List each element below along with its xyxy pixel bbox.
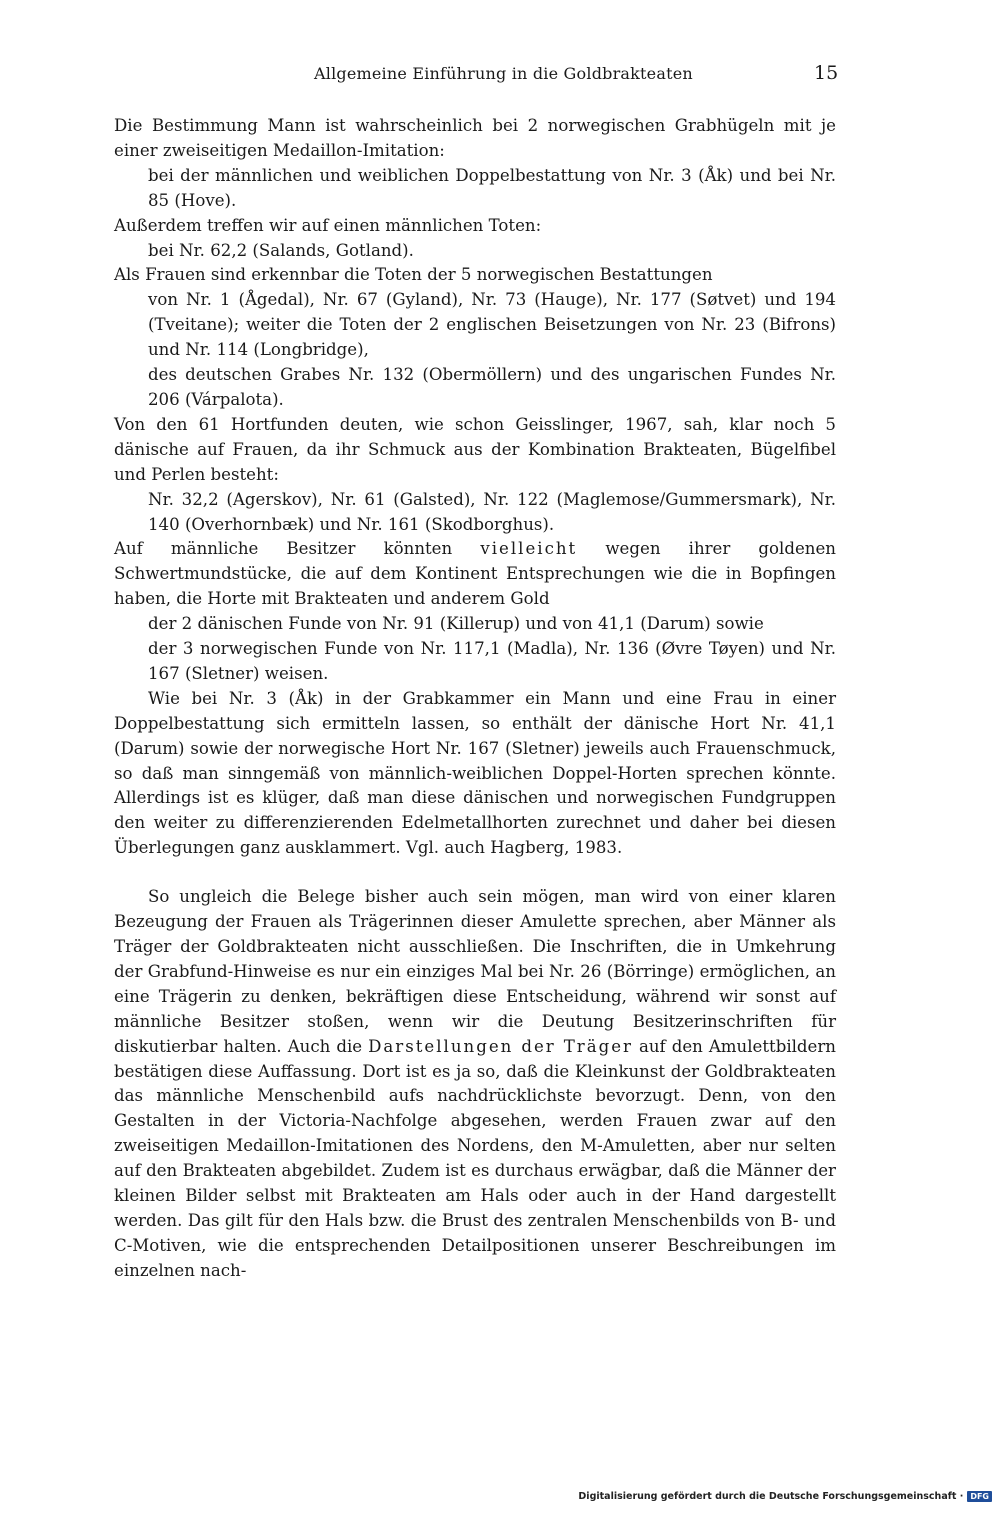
paragraph bbox=[114, 885, 836, 1284]
paragraph: Als Frauen sind erkennbar die Toten der 5 norwegischen Bestattungen bbox=[114, 265, 713, 285]
paragraph: Die Bestimmung Mann ist wahrscheinlich bei 2 norwegischen Grabhügeln mit je einer zweiseitigen Medaillon-Imitation: bbox=[114, 116, 836, 160]
paragraph: Wie bei Nr. 3 (Åk) in der Grabkammer ein Mann und eine Frau in einer Doppelbestattung sich ermitteln lassen, so enthält der dänische Hort Nr. 41,1 (Darum) sowie der norwegische Hort Nr. 167 (Sletner) jeweils auch Frauenschmuck, so daß man sinngemäß von männlich-weiblichen Doppel-Horten sprechen könnte. Allerdings ist es klüger, daß man diese dänischen und norwegischen Fundgruppen den weiter zu differenzierenden Edelmetallhorten zurechnet und daher bei diesen Überlegungen ganz ausklammert. Vgl. auch Hagberg, 1983. bbox=[114, 688, 836, 858]
digitization-footer bbox=[578, 1491, 992, 1502]
paragraph: Von den 61 Hortfunden deuten, wie schon Geisslinger, 1967, sah, klar noch 5 dänische auf Frauen, da ihr Schmuck aus der Kombination Brakteaten, Bügelfibel und Perlen besteht: bbox=[114, 414, 836, 484]
body-text bbox=[114, 114, 836, 1284]
text-run: Auf männliche Besitzer könnten bbox=[114, 539, 481, 559]
paragraph: der 2 dänischen Funde von Nr. 91 (Killerup) und von 41,1 (Darum) sowie bbox=[148, 614, 764, 634]
text-run: wegen ihrer goldenen Schwertmundstücke, die auf dem Kontinent Entsprechungen wie die in Bopfingen haben, die Horte mit Brakteaten und anderem Gold bbox=[114, 539, 836, 609]
spaced-emphasis: vielleicht bbox=[480, 539, 578, 559]
paragraph: des deutschen Grabes Nr. 132 (Obermöllern) und des ungarischen Fundes Nr. 206 (Várpalota). bbox=[148, 365, 836, 409]
footer-text: Digitalisierung gefördert durch die Deutsche Forschungsgemeinschaft · bbox=[578, 1491, 964, 1502]
page-number: 15 bbox=[814, 62, 839, 84]
spaced-emphasis: Darstellungen der Träger bbox=[368, 1036, 633, 1056]
paragraph bbox=[114, 537, 836, 612]
dfg-logo: DFG bbox=[967, 1491, 992, 1502]
running-title: Allgemeine Einführung in die Goldbrakteaten bbox=[314, 64, 693, 83]
paragraph: bei Nr. 62,2 (Salands, Gotland). bbox=[148, 240, 414, 260]
text-run: auf den Amulettbildern bestätigen diese Auffassung. Dort ist es ja so, daß die Kleinkunst der Goldbrakteaten das männliche Menschenbild aufs nachdrücklichste bevorzugt. Denn, von den Gestalten in der Victoria-Nachfolge abgesehen, werden Frauen zwar auf den zweiseitigen Medaillon-Imitationen des Nordens, den M-Amuletten, aber nur selten auf den Brakteaten abgebildet. Zudem ist es durchaus erwägbar, daß die Männer der kleinen Bilder selbst mit Brakteaten am Hals oder auch in der Hand dargestellt werden. Das gilt für den Hals bzw. die Brust des zentralen Menschenbilds von B- und C-Motiven, wie die entsprechenden Detailpositionen unserer Beschreibungen im einzelnen nach- bbox=[114, 1036, 836, 1280]
paragraph: bei der männlichen und weiblichen Doppelbestattung von Nr. 3 (Åk) und bei Nr. 85 (Hove). bbox=[148, 165, 836, 210]
text-run: So ungleich die Belege bisher auch sein mögen, man wird von einer klaren Bezeugung der Frauen als Trägerinnen dieser Amulette sprechen, aber Männer als Träger der Goldbrakteaten nicht ausschließen. Die Inschriften, die in Umkehrung der Grabfund-Hinweise es nur ein einziges Mal bei Nr. 26 (Börringe) ermöglichen, an eine Trägerin zu denken, bekräftigen diese Entscheidung, während wir sonst auf männliche Besitzer stoßen, wenn wir die Deutung Besitzerinschriften für diskutierbar halten. Auch die bbox=[114, 887, 836, 1056]
paragraph: der 3 norwegischen Funde von Nr. 117,1 (Madla), Nr. 136 (Øvre Tøyen) und Nr. 167 (Sletner) weisen. bbox=[148, 639, 836, 683]
running-head bbox=[0, 62, 1000, 90]
paragraph: Nr. 32,2 (Agerskov), Nr. 61 (Galsted), Nr. 122 (Maglemose/Gummersmark), Nr. 140 (Overhornbæk) und Nr. 161 (Skodborghus). bbox=[148, 489, 836, 534]
paragraph: Außerdem treffen wir auf einen männlichen Toten: bbox=[114, 215, 542, 235]
paragraph: von Nr. 1 (Ågedal), Nr. 67 (Gyland), Nr. 73 (Hauge), Nr. 177 (Søtvet) und 194 (Tveitane); weiter die Toten der 2 englischen Beisetzungen von Nr. 23 (Bifrons) und Nr. 114 (Longbridge), bbox=[148, 290, 836, 360]
